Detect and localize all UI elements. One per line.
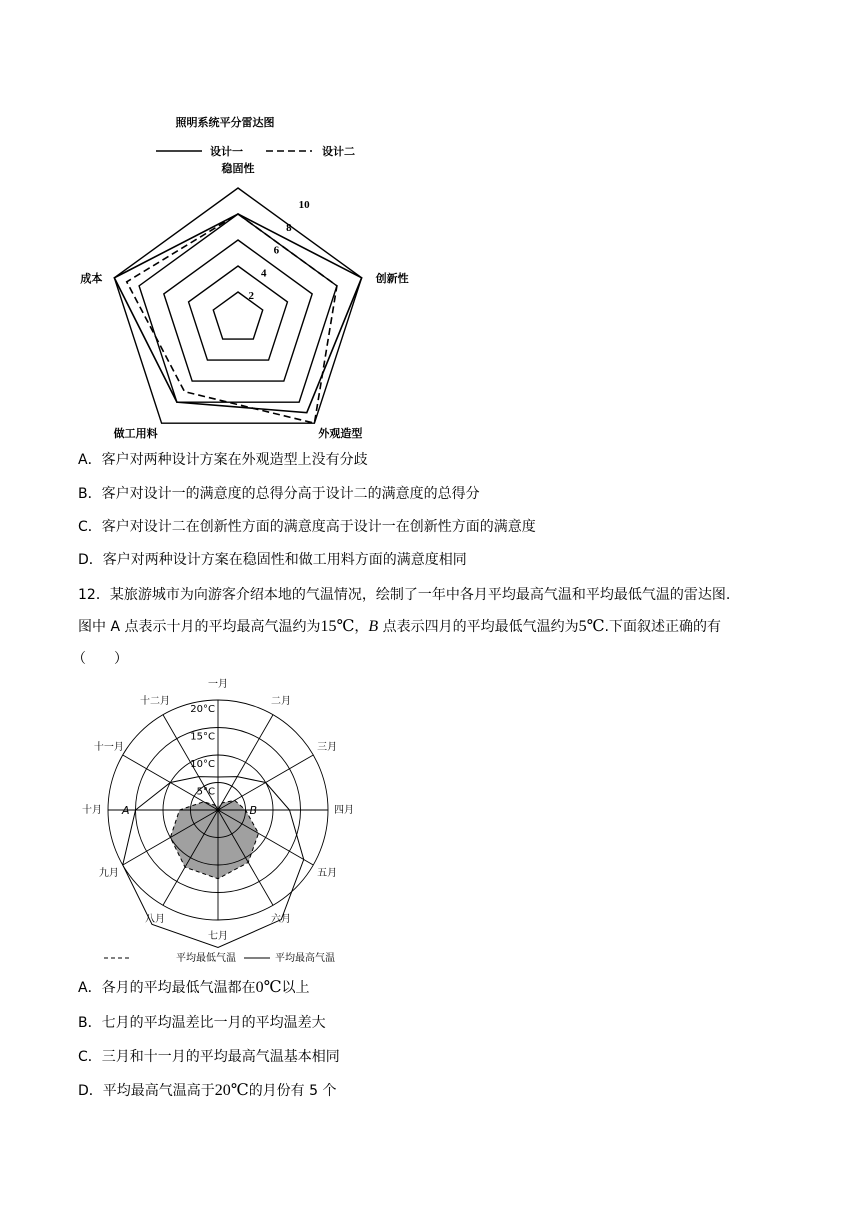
ring-label: 6 xyxy=(273,244,280,257)
option-key: D． xyxy=(78,552,103,568)
month-label: 一月 xyxy=(208,679,228,690)
legend-high-label: 平均最高气温 xyxy=(275,953,335,964)
option-key: B． xyxy=(78,1015,102,1031)
lighting-radar-chart xyxy=(60,100,409,441)
stem-text: .下面叙述正确的有 xyxy=(604,619,721,635)
stem-text: 某旅游城市为向游客介绍本地的气温情况，绘制了一年中各月平均最高气温和平均最低气温的雷达图. xyxy=(109,587,731,603)
temp-value: 5℃ xyxy=(578,618,605,635)
option-text: 客户对设计二在创新性方面的满意度高于设计一在创新性方面的满意度 xyxy=(101,519,536,535)
option-text: 客户对两种设计方案在稳固性和做工用料方面的满意度相同 xyxy=(102,552,467,568)
option-key: A． xyxy=(78,452,102,468)
q12-option-b[interactable] xyxy=(78,1013,326,1033)
month-label: 九月 xyxy=(98,868,119,879)
spoke xyxy=(218,715,273,810)
q11-option-b[interactable] xyxy=(78,484,480,504)
option-text: 各月的平均最低气温都在 xyxy=(101,980,256,996)
ring-label: 4 xyxy=(261,267,267,280)
axis-label: 做工用料 xyxy=(113,427,158,441)
temperature-radar-chart xyxy=(70,676,380,966)
ring-label: 2 xyxy=(248,290,255,303)
option-text: 客户对设计一的满意度的总得分高于设计二的满意度的总得分 xyxy=(101,486,480,502)
q12-option-c[interactable] xyxy=(78,1047,340,1067)
month-label: 五月 xyxy=(317,868,338,879)
q12-option-a[interactable] xyxy=(78,978,309,998)
month-label: 十月 xyxy=(82,805,102,816)
grid-ring xyxy=(189,266,288,360)
point-b-var: B xyxy=(368,618,379,635)
point-a-label: A xyxy=(121,804,130,817)
legend-series2-label: 设计二 xyxy=(322,145,355,158)
q12-stem-line2 xyxy=(78,616,721,638)
stem-text: ， xyxy=(354,619,369,635)
axis-label: 外观造型 xyxy=(318,427,363,441)
legend-series1-label: 设计一 xyxy=(210,145,243,158)
option-text: 七月的平均温差比一月的平均温差大 xyxy=(101,1015,326,1031)
temp-value: 20℃ xyxy=(214,1082,249,1099)
option-key: B． xyxy=(78,486,102,502)
series-line-1 xyxy=(114,214,361,413)
stem-text: 图中 A 点表示十月的平均最高气温约为 xyxy=(78,619,321,635)
q11-option-d[interactable] xyxy=(78,550,467,570)
ring-label: 10°C xyxy=(190,759,215,770)
option-key: C． xyxy=(78,1049,102,1065)
ring-label: 5°C xyxy=(196,786,215,798)
ring-label: 15°C xyxy=(190,731,215,743)
month-label: 四月 xyxy=(334,805,354,816)
temp-value: 0℃ xyxy=(255,979,282,996)
chart1-title: 照明系统平分雷达图 xyxy=(175,116,275,129)
q12-answer-paren[interactable]: （ ） xyxy=(72,651,128,667)
option-key: A． xyxy=(78,980,102,996)
option-text: 客户对两种设计方案在外观造型上没有分歧 xyxy=(101,452,368,468)
ring-label: 10 xyxy=(298,199,310,212)
stem-text: 点表示四月的平均最低气温约为 xyxy=(378,619,579,635)
axis-label: 稳固性 xyxy=(221,162,255,175)
grid-ring xyxy=(114,188,361,423)
month-label: 三月 xyxy=(317,742,338,753)
option-key: D． xyxy=(78,1083,103,1099)
axis-label: 成本 xyxy=(80,271,103,285)
q11-option-a[interactable] xyxy=(78,450,368,470)
ring-label: 20°C xyxy=(190,704,215,715)
month-label: 六月 xyxy=(271,914,291,926)
question-number: 12． xyxy=(78,587,110,603)
q11-option-c[interactable] xyxy=(78,517,536,537)
option-text: 以上 xyxy=(281,980,310,996)
month-label: 八月 xyxy=(145,914,165,926)
option-text: 平均最高气温高于 xyxy=(102,1083,215,1099)
ring-label: 8 xyxy=(286,221,292,234)
month-label: 七月 xyxy=(208,931,228,942)
point-b-label: B xyxy=(249,804,258,817)
month-label: 二月 xyxy=(271,695,291,707)
option-text: 的月份有 5 个 xyxy=(248,1083,337,1099)
axis-label: 创新性 xyxy=(375,271,409,285)
month-label: 十一月 xyxy=(93,742,124,753)
q12-stem-line1 xyxy=(78,584,730,606)
temp-value: 15℃ xyxy=(320,618,355,635)
grid-ring xyxy=(213,292,262,339)
q12-option-d[interactable] xyxy=(78,1081,337,1101)
legend-low-label: 平均最低气温 xyxy=(176,953,236,964)
option-text: 三月和十一月的平均最高气温基本相同 xyxy=(101,1049,340,1065)
month-label: 十二月 xyxy=(140,695,170,707)
option-key: C． xyxy=(78,519,102,535)
